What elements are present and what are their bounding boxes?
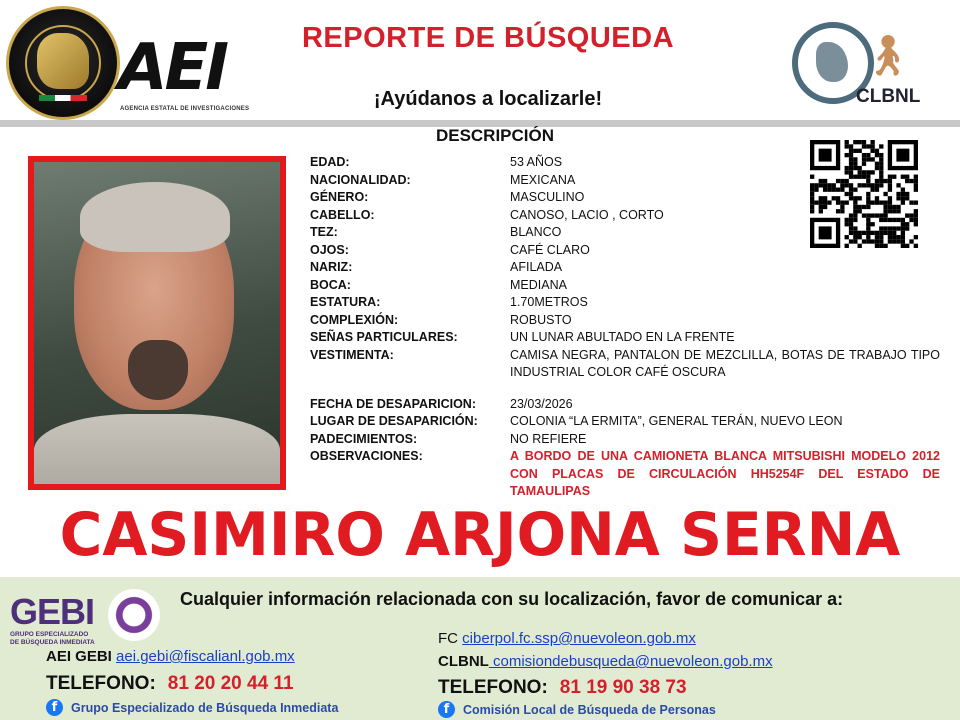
header: [0, 0, 960, 128]
field-row: EDAD: 53 AÑOS: [310, 155, 563, 169]
missing-person-name: CASIMIRO ARJONA SERNA: [59, 500, 901, 570]
field-row: NACIONALIDAD: MEXICANA: [310, 172, 576, 187]
photo-goatee: [128, 340, 188, 400]
observations-value: A BORDO DE UNA CAMIONETA BLANCA MITSUBISHI MODELO 2012 CON PLACAS DE CIRCULACIÓN HH5254F DEL ESTADO DE TAMAULIPAS: [510, 449, 940, 498]
field-row: COMPLEXIÓN: ROBUSTO: [310, 312, 572, 327]
field-row: ESTATURA: 1.70METROS: [310, 295, 588, 309]
field-row: GÉNERO: MASCULINO: [310, 190, 585, 204]
clbnl-phone-number[interactable]: 81 19 90 38 73: [559, 677, 687, 698]
photo-hair: [80, 182, 230, 252]
missing-person-photo: [28, 156, 286, 490]
facebook-icon: f: [438, 701, 455, 718]
family-icon: 🚶︎: [862, 34, 907, 78]
field-row: LUGAR DE DESAPARICIÓN: COLONIA “LA ERMITA”, GENERAL TERÁN, NUEVO LEON: [310, 414, 843, 428]
gebi-logo: [10, 587, 170, 647]
clbnl-logo: [792, 8, 942, 118]
photo-shirt: [34, 414, 280, 490]
field-row: OBSERVACIONES: A BORDO DE UNA CAMIONETA BLANCA MITSUBISHI MODELO 2012 CON PLACAS DE CIRCULACIÓN HH5254F DEL ESTADO DE TAMAULIPAS: [310, 448, 940, 501]
aei-logo: AEI: [118, 31, 227, 105]
hand-emblem-icon: [108, 589, 160, 641]
page-subtitle: ¡Ayúdanos a localizarle!: [373, 88, 603, 110]
contact-footer: [0, 577, 960, 720]
aei-phone-line: TELEFONO: 81 20 20 44 11: [46, 673, 294, 694]
clbnl-facebook-link[interactable]: f Comisión Local de Búsqueda de Personas: [438, 701, 716, 718]
gebi-logo-subtitle: GRUPO ESPECIALIZADO DE BÚSQUEDA INMEDIATA: [10, 631, 95, 646]
page-title: REPORTE DE BÚSQUEDA: [301, 22, 675, 54]
gebi-logo-text: GEBI: [10, 591, 95, 632]
clbnl-phone-line: TELEFONO: 81 19 90 38 73: [438, 677, 687, 698]
aei-phone-number[interactable]: 81 20 20 44 11: [167, 673, 294, 694]
field-row: OJOS: CAFÉ CLARO: [310, 242, 590, 257]
facebook-icon: f: [46, 699, 63, 716]
gebi-facebook-link[interactable]: f Grupo Especializado de Búsqueda Inmediata: [46, 699, 338, 716]
clbnl-email-line: CLBNL comisiondebusqueda@nuevoleon.gob.mx: [438, 653, 773, 670]
aei-email-link[interactable]: aei.gebi@fiscalianl.gob.mx: [116, 648, 295, 665]
field-row: VESTIMENTA: CAMISA NEGRA, PANTALON DE MEZCLILLA, BOTAS DE TRABAJO TIPO INDUSTRIAL COLOR CAFÉ OSCURA: [310, 347, 940, 379]
field-row: PADECIMIENTOS: NO REFIERE: [310, 431, 587, 446]
contact-call-to-action: Cualquier información relacionada con su localización, favor de comunicar a:: [180, 589, 844, 609]
aei-email-line: AEI GEBI aei.gebi@fiscalianl.gob.mx: [46, 648, 295, 665]
fc-email-link[interactable]: ciberpol.fc.ssp@nuevoleon.gob.mx: [462, 630, 696, 647]
clbnl-email-link[interactable]: comisiondebusqueda@nuevoleon.gob.mx: [488, 653, 773, 670]
field-row: CABELLO: CANOSO, LACIO , CORTO: [310, 207, 664, 222]
aei-logo-subtitle: AGENCIA ESTATAL DE INVESTIGACIONES: [120, 106, 250, 112]
field-row: SEÑAS PARTICULARES: UN LUNAR ABULTADO EN LA FRENTE: [310, 330, 735, 344]
fc-email-line: FC ciberpol.fc.ssp@nuevoleon.gob.mx: [438, 630, 696, 647]
clbnl-logo-text: CLBNL: [856, 86, 921, 107]
qr-code-icon[interactable]: [810, 140, 918, 248]
field-row: FECHA DE DESAPARICION: 23/03/2026: [310, 396, 573, 411]
description-heading: DESCRIPCIÓN: [435, 126, 555, 145]
field-row: BOCA: MEDIANA: [310, 277, 567, 292]
field-row: TEZ: BLANCO: [310, 225, 562, 239]
field-row: NARIZ: AFILADA: [310, 260, 563, 274]
